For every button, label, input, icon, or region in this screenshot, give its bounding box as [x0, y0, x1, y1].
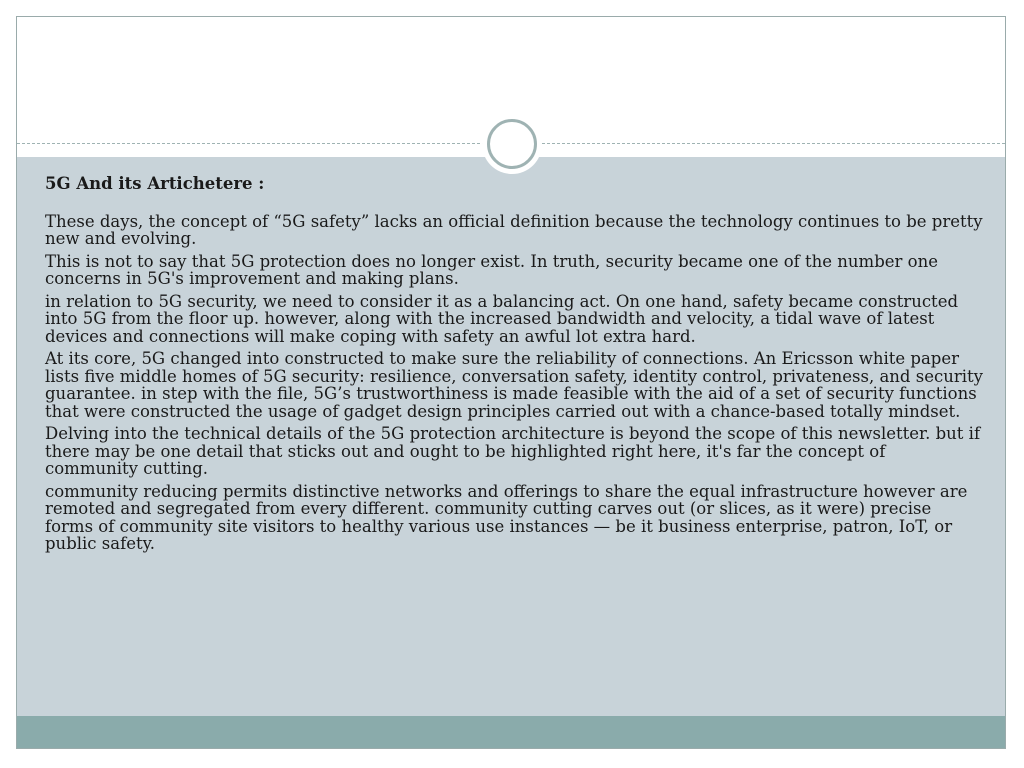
footer-bar: [17, 716, 1005, 749]
paragraph: These days, the concept of “5G safety” lacks an official definition because the technology continues to be pretty new and evolving.: [45, 211, 983, 248]
body-text: [45, 175, 983, 558]
paragraph: in relation to 5G security, we need to consider it as a balancing act. On one hand, safety became constructed into 5G from the floor up. however, along with the increased bandwidth and velocity, a tidal wave of latest devices and connections will make coping with safety an awful lot extra hard.: [45, 291, 959, 346]
slide: [16, 16, 1006, 749]
circle-ring: [487, 119, 537, 169]
circle-ornament-icon: [482, 114, 542, 174]
slide-heading: 5G And its Artichetere :: [45, 174, 265, 193]
paragraph: At its core, 5G changed into constructed to make sure the reliability of connections. An Ericsson white paper lists five middle homes of 5G security: resilience, conversation safety, identity control, privateness, and security guarantee. in step with the file, 5G’s trustworthiness is made feasible with the aid of a set of security functions that were constructed the usage of gadget design principles carried out with a chance-based totally mindset.: [45, 349, 983, 421]
paragraph: Delving into the technical details of the 5G protection architecture is beyond the scope of this newsletter. but if there may be one detail that sticks out and ought to be highlighted right here, it's far the concept of community cutting.: [45, 424, 981, 478]
paragraph: This is not to say that 5G protection does no longer exist. In truth, security became one of the number one concerns in 5G's improvement and making plans.: [45, 251, 938, 288]
paragraph: community reducing permits distinctive networks and offerings to share the equal infrastructure however are remoted and segregated from every different. community cutting carves out (or slices, as it were) precise forms of community site visitors to healthy various use instances — be it business enterprise, patron, IoT, or public safety.: [45, 481, 968, 553]
